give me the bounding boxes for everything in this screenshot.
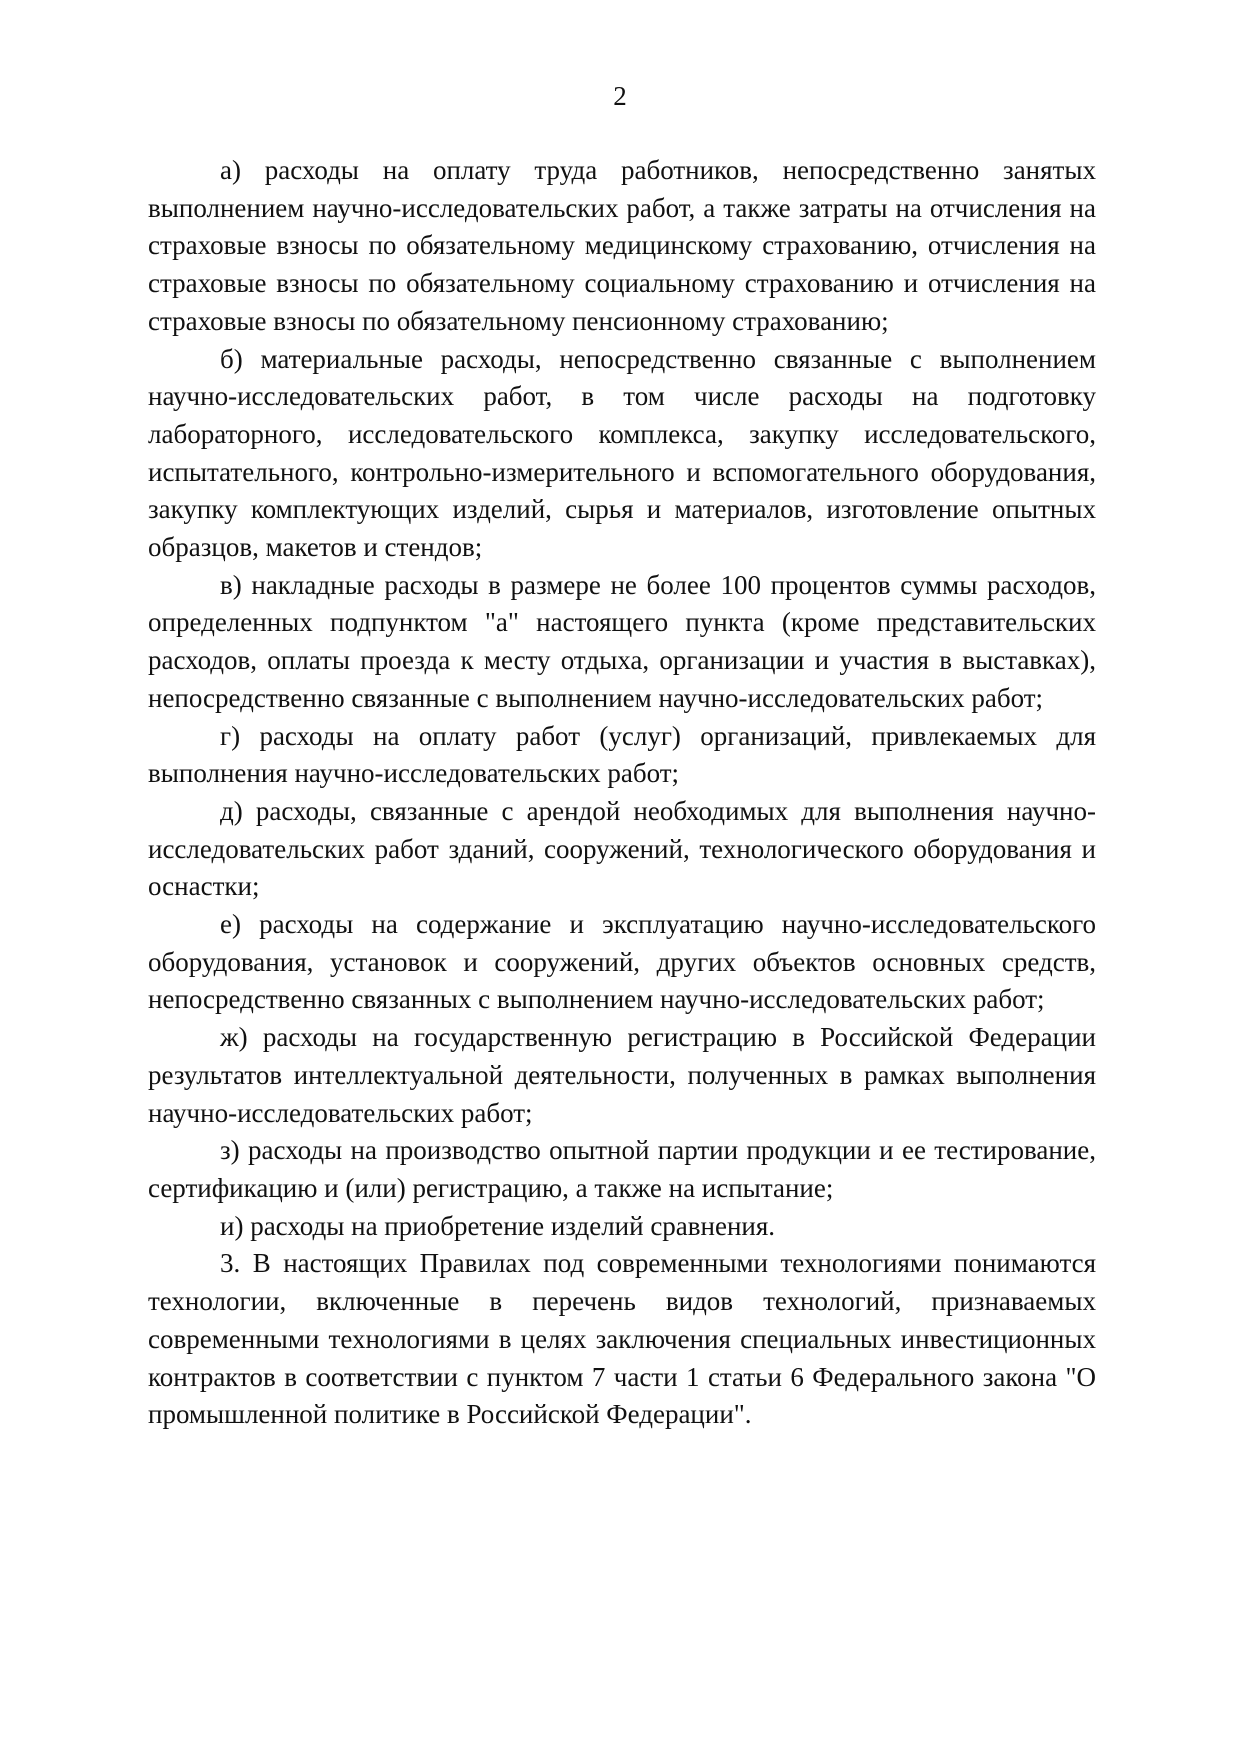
paragraph-z-pilot-batch-costs: з) расходы на производство опытной партии продукции и ее тестирование, сертификацию и (или) регистрацию, а также на испытание; <box>148 1135 1096 1203</box>
paragraph-b-material-costs: б) материальные расходы, непосредственно связанные с выполнением научно-исследовательских работ, в том числе расходы на подготовку лабораторного, исследовательского комплекса, закупку исследовательского, испытательного, контрольно-измерительного и вспомогательного оборудования, закупку комплектующих изделий, сырья и материалов, изготовление опытных образцов, макетов и стендов; <box>148 343 1096 563</box>
paragraph-i-comparison-items: и) расходы на приобретение изделий сравнения. <box>220 1210 776 1241</box>
paragraph-g-services-costs: г) расходы на оплату работ (услуг) организаций, привлекаемых для выполнения научно-исследовательских работ; <box>148 720 1096 789</box>
paragraph-3-modern-technologies: 3. В настоящих Правилах под современными технологиями понимаются технологии, включенные в перечень видов технологий, признаваемых современными технологиями в целях заключения специальных инвестиционных контрактов в соответствии с пунктом 7 части 1 статьи 6 Федерального закона "О промышленной политике в Российской Федерации". <box>148 1248 1096 1430</box>
paragraph-zh-registration-costs: ж) расходы на государственную регистрацию в Российской Федерации результатов интеллектуальной деятельности, полученных в рамках выполнения научно-исследовательских работ; <box>148 1022 1096 1128</box>
paragraph-v-overhead-costs: в) накладные расходы в размере не более 100 процентов суммы расходов, определенных подпунктом "а" настоящего пункта (кроме представительских расходов, оплаты проезда к месту отдыха, организации и участия в выставках), непосредственно связанные с выполнением научно-исследовательских работ; <box>148 569 1096 713</box>
document-body <box>148 152 1096 1434</box>
paragraph-a-labor-costs: а) расходы на оплату труда работников, непосредственно занятых выполнением научно-исследовательских работ, а также затраты на отчисления на страховые взносы по обязательному медицинскому страхованию, отчисления на страховые взносы по обязательному социальному страхованию и отчисления на страховые взносы по обязательному пенсионному страхованию; <box>148 155 1096 336</box>
paragraph-e-maintenance-costs: е) расходы на содержание и эксплуатацию научно-исследовательского оборудования, установок и сооружений, других объектов основных средств, непосредственно связанных с выполнением научно-исследовательских работ; <box>148 909 1096 1015</box>
page-number: 2 <box>613 81 627 111</box>
paragraph-d-rent-costs: д) расходы, связанные с арендой необходимых для выполнения научно-исследовательских работ зданий, сооружений, технологического оборудования и оснастки; <box>148 795 1096 902</box>
